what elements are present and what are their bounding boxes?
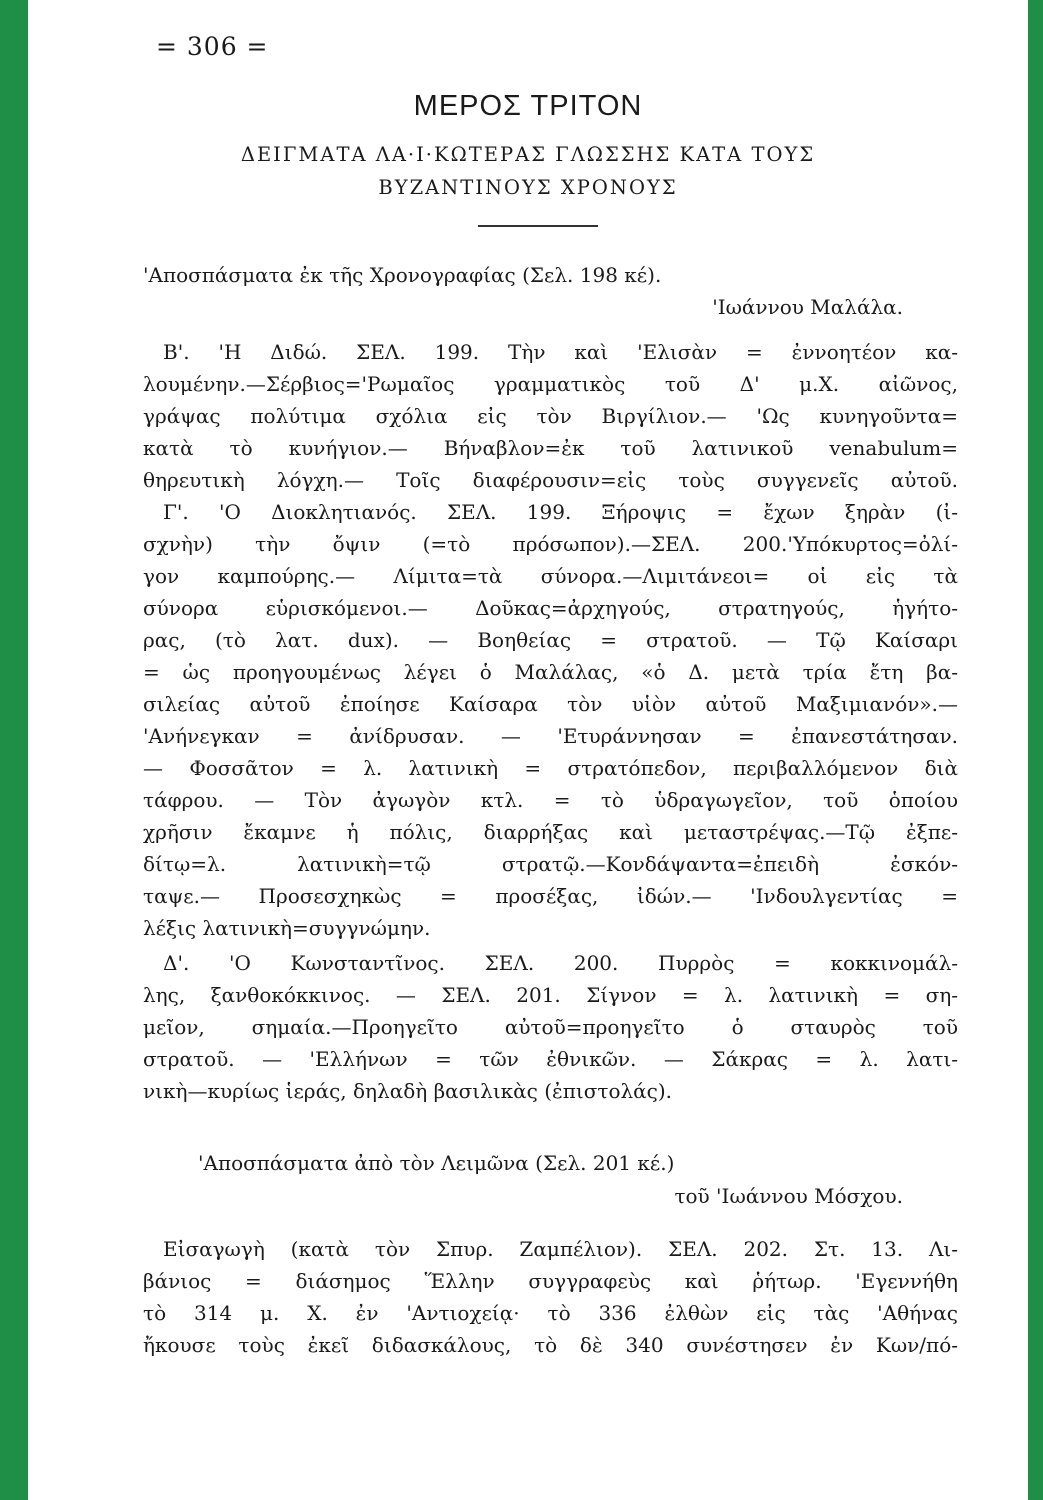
text-line: = ὡς προηγουμένως λέγει ὁ Μαλάλας, «ὁ Δ. μετὰ τρία ἔτη βα-: [143, 660, 958, 684]
text-line: λης, ξανθοκόκκινος. — ΣΕΛ. 201. Σίγνον = λ. λατινικὴ = ση-: [143, 983, 958, 1007]
text-line: λουμένην.—Σέρβιος='Ρωμαῖος γραμματικὸς τοῦ Δ' μ.Χ. αἰῶνος,: [143, 372, 958, 396]
part-title: ΜΕΡΟΣ ΤΡΙΤΟΝ: [413, 90, 643, 122]
text-line: τοῦ 'Ιωάννου Μόσχου.: [674, 1184, 903, 1208]
text-line: χρῆσιν ἔκαμνε ἡ πόλις, διαρρήξας καὶ μεταστρέψας.—Τῷ ἐξπε-: [143, 820, 958, 844]
separator-rule: [478, 225, 598, 227]
text-line: ταψε.— Προσεσχηκὼς = προσέξας, ἰδών.— 'Ινδουλγεντίας =: [143, 884, 958, 908]
text-line: λέξις λατινικὴ=συγγνώμην.: [143, 916, 431, 940]
text-line: Γ'. 'Ο Διοκλητιανός. ΣΕΛ. 199. Ξήροψις = ἔχων ξηρὰν (ἰ-: [163, 500, 958, 524]
text-line: σιλείας αὐτοῦ ἐποίησε Καίσαρα τὸν υἱὸν αὐτοῦ Μαξιμιανόν».—: [143, 692, 958, 716]
text-line: ρας, (τὸ λατ. dux). — Βοηθείας = στρατοῦ. — Τῷ Καίσαρι: [143, 628, 958, 652]
text-line: Δ'. 'Ο Κωνσταντῖνος. ΣΕΛ. 200. Πυρρὸς = κοκκινομάλ-: [163, 951, 958, 975]
text-line: μεῖον, σημαία.—Προηγεῖτο αὐτοῦ=προηγεῖτο ὁ σταυρὸς τοῦ: [143, 1015, 958, 1039]
text-line: στρατοῦ. — 'Ελλήνων = τῶν ἐθνικῶν. — Σάκρας = λ. λατι-: [143, 1047, 958, 1071]
book-page: [28, 0, 1028, 1500]
text-line: σύνορα εὑρισκόμενοι.— Δοῦκας=ἀρχηγούς, στρατηγούς, ἡγήτο-: [143, 596, 958, 620]
text-line: ἤκουσε τοὺς ἐκεῖ διδασκάλους, τὸ δὲ 340 συνέστησεν ἐν Κων/πό-: [143, 1333, 958, 1357]
text-line: 'Αποσπάσματα ἀπὸ τὸν Λειμῶνα (Σελ. 201 κέ.): [198, 1151, 675, 1175]
text-line: γράψας πολύτιμα σχόλια εἰς τὸν Βιργίλιον.— 'Ως κυνηγοῦντα=: [143, 404, 958, 428]
text-line: 'Ιωάννου Μαλάλα.: [712, 295, 903, 319]
section-subtitle-1: ΔΕΙΓΜΑΤΑ ΛΑ·Ι·ΚΩΤΕΡΑΣ ΓΛΩΣΣΗΣ ΚΑΤΑ ΤΟΥΣ: [240, 143, 816, 166]
text-line: νικὴ—κυρίως ἱεράς, δηλαδὴ βασιλικὰς (ἐπιστολάς).: [143, 1079, 673, 1103]
text-line: Β'. 'Η Διδώ. ΣΕΛ. 199. Τὴν καὶ 'Ελισὰν = ἐννοητέον κα-: [163, 340, 958, 364]
text-line: — Φοσσᾶτον = λ. λατινικὴ = στρατόπεδον, περιβαλλόμενον διὰ: [143, 756, 958, 780]
text-line: βάνιος = διάσημος Ἕλλην συγγραφεὺς καὶ ῥήτωρ. 'Εγεννήθη: [143, 1269, 958, 1293]
text-line: Εἰσαγωγὴ (κατὰ τὸν Σπυρ. Ζαμπέλιον). ΣΕΛ. 202. Στ. 13. Λι-: [163, 1237, 958, 1261]
text-line: τάφρου. — Τὸν ἀγωγὸν κτλ. = τὸ ὑδραγωγεῖον, τοῦ ὁποίου: [143, 788, 958, 812]
text-line: τὸ 314 μ. Χ. ἐν 'Αντιοχείᾳ· τὸ 336 ἐλθὼν εἰς τὰς 'Αθήνας: [143, 1301, 958, 1325]
text-line: κατὰ τὸ κυνήγιον.— Βήναβλον=ἐκ τοῦ λατινικοῦ venabulum=: [143, 436, 958, 460]
page-number: = 306 =: [156, 32, 269, 61]
text-line: σχνὴν) τὴν ὄψιν (=τὸ πρόσωπον).—ΣΕΛ. 200.'Υπόκυρτος=ὀλί-: [143, 532, 958, 556]
text-line: 'Ανήνεγκαν = ἀνίδρυσαν. — 'Ετυράννησαν = ἐπανεστάτησαν.: [143, 724, 958, 748]
text-line: δίτῳ=λ. λατινικὴ=τῷ στρατῷ.—Κονδάψαντα=ἐπειδὴ ἐσκόν-: [143, 852, 958, 876]
text-line: θηρευτικὴ λόγχη.— Τοῖς διαφέρουσιν=εἰς τοὺς συγγενεῖς αὐτοῦ.: [143, 468, 958, 492]
section-subtitle-2: ΒΥΖΑΝΤΙΝΟΥΣ ΧΡΟΝΟΥΣ: [378, 176, 678, 199]
text-line: 'Αποσπάσματα ἐκ τῆς Χρονογραφίας (Σελ. 198 κέ).: [143, 263, 662, 287]
text-line: γον καμπούρης.— Λίμιτα=τὰ σύνορα.—Λιμιτάνεοι= οἱ εἰς τὰ: [143, 564, 958, 588]
